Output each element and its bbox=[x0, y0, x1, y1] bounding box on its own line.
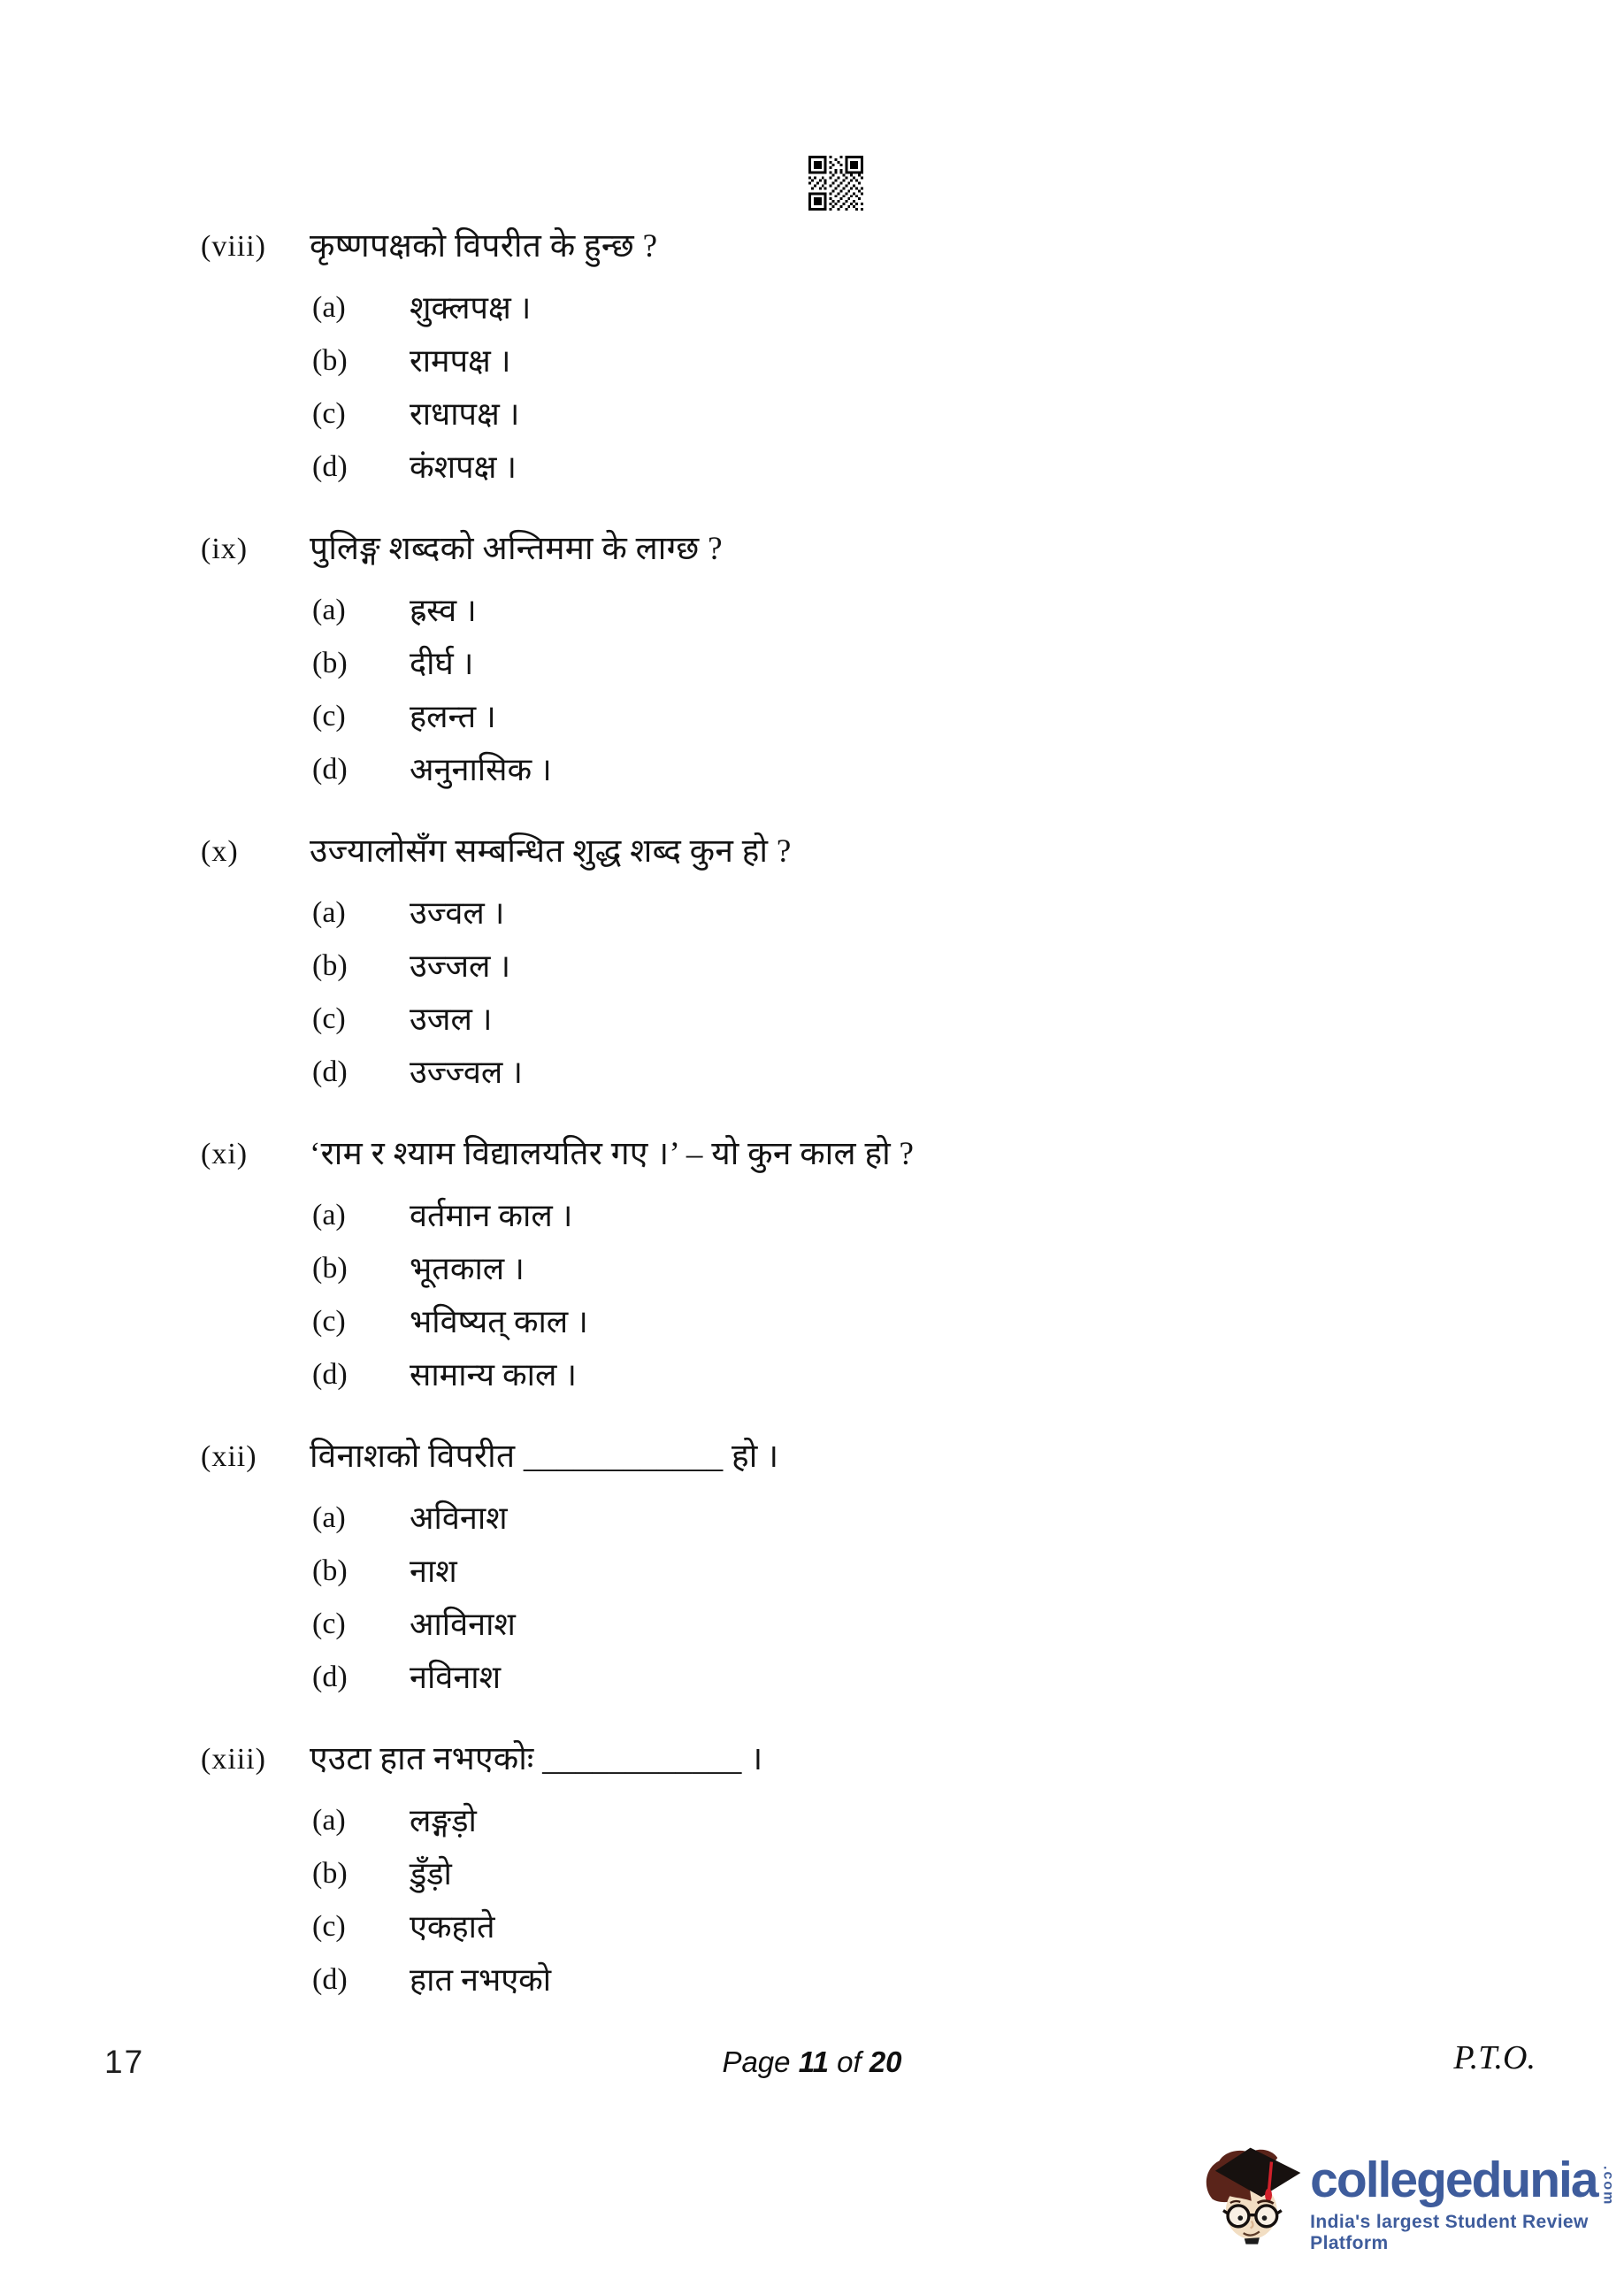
option-text: उजल । bbox=[410, 1001, 493, 1037]
question-number: (ix) bbox=[201, 533, 249, 565]
question-text: पुलिङ्ग शब्दको अन्तिममा के लाग्छ ? bbox=[310, 531, 723, 567]
option-letter: (c) bbox=[312, 1608, 346, 1640]
option-row bbox=[0, 1193, 1624, 1247]
question-line bbox=[0, 526, 1624, 581]
option-letter: (b) bbox=[312, 1252, 348, 1285]
question-ix bbox=[0, 526, 1624, 801]
qr-code bbox=[807, 156, 865, 211]
option-letter: (a) bbox=[312, 1804, 346, 1837]
option-row bbox=[0, 286, 1624, 339]
option-text: वर्तमान काल । bbox=[410, 1198, 573, 1233]
option-letter: (d) bbox=[312, 1358, 348, 1391]
option-text: अनुनासिक । bbox=[410, 752, 552, 787]
option-text: हात नभएको bbox=[410, 1962, 552, 1998]
option-row bbox=[0, 694, 1624, 748]
option-text: कंशपक्ष । bbox=[410, 449, 517, 485]
total-pages: 20 bbox=[869, 2045, 902, 2078]
question-text: कृष्णपक्षको विपरीत के हुन्छ ? bbox=[310, 228, 658, 265]
question-number: (xiii) bbox=[201, 1743, 266, 1776]
option-letter: (b) bbox=[312, 1554, 348, 1587]
question-text: ‘राम र श्याम विद्यालयतिर गए ।’ – यो कुन काल हो ? bbox=[310, 1136, 915, 1172]
option-text: शुक्लपक्ष । bbox=[410, 290, 532, 326]
option-text: लङ्गड़ो bbox=[410, 1803, 477, 1838]
option-row bbox=[0, 445, 1624, 498]
option-row bbox=[0, 339, 1624, 392]
logo-text-block bbox=[1310, 2152, 1624, 2254]
brand-tagline: India's largest Student Review Platform bbox=[1310, 2212, 1589, 2254]
question-line bbox=[0, 1132, 1624, 1186]
option-letter: (b) bbox=[312, 344, 348, 377]
question-number: (xi) bbox=[201, 1138, 249, 1170]
collegedunia-logo bbox=[1201, 2129, 1624, 2261]
option-text: हलन्त । bbox=[410, 699, 496, 734]
option-text: दीर्घ । bbox=[410, 646, 474, 681]
option-row bbox=[0, 588, 1624, 641]
option-letter: (b) bbox=[312, 949, 348, 982]
question-viii bbox=[0, 224, 1624, 498]
graduate-mascot-icon bbox=[1201, 2129, 1306, 2261]
option-letter: (c) bbox=[312, 700, 346, 733]
option-row bbox=[0, 1852, 1624, 1905]
question-xi bbox=[0, 1132, 1624, 1406]
question-text: उज्यालोसँग सम्बन्धित शुद्ध शब्द कुन हो ? bbox=[310, 833, 792, 870]
option-letter: (a) bbox=[312, 1501, 346, 1534]
option-text: डुँड़ो bbox=[410, 1856, 452, 1891]
option-row bbox=[0, 1247, 1624, 1300]
page-indicator bbox=[0, 2045, 1624, 2079]
option-row bbox=[0, 1353, 1624, 1406]
question-number: (x) bbox=[201, 835, 239, 868]
option-letter: (c) bbox=[312, 1002, 346, 1035]
option-row bbox=[0, 997, 1624, 1050]
pto-label: P.T.O. bbox=[1453, 2039, 1536, 2076]
option-letter: (b) bbox=[312, 647, 348, 679]
question-line bbox=[0, 1737, 1624, 1792]
option-letter: (a) bbox=[312, 896, 346, 929]
question-number: (viii) bbox=[201, 230, 266, 263]
option-text: भूतकाल । bbox=[410, 1251, 525, 1286]
of-word: of bbox=[837, 2045, 862, 2078]
brand-tld: .com bbox=[1600, 2166, 1616, 2206]
option-row bbox=[0, 891, 1624, 944]
option-text: एकहाते bbox=[410, 1909, 495, 1945]
option-text: नविनाश bbox=[410, 1660, 502, 1695]
option-letter: (d) bbox=[312, 1055, 348, 1088]
question-text: विनाशको विपरीत ____________ हो । bbox=[310, 1439, 779, 1475]
question-list bbox=[0, 224, 1624, 2039]
brand-name: collegedunia bbox=[1310, 2152, 1597, 2208]
question-x bbox=[0, 829, 1624, 1103]
option-row bbox=[0, 1549, 1624, 1602]
option-text: सामान्य काल । bbox=[410, 1357, 578, 1393]
option-letter: (d) bbox=[312, 1963, 348, 1996]
option-row bbox=[0, 1496, 1624, 1549]
question-line bbox=[0, 1434, 1624, 1489]
option-row bbox=[0, 392, 1624, 445]
option-row bbox=[0, 1655, 1624, 1708]
question-number: (xii) bbox=[201, 1440, 257, 1473]
option-row bbox=[0, 944, 1624, 997]
option-row bbox=[0, 1799, 1624, 1852]
option-letter: (c) bbox=[312, 1910, 346, 1943]
question-xiii bbox=[0, 1737, 1624, 2011]
option-row bbox=[0, 1300, 1624, 1353]
option-text: नाश bbox=[410, 1554, 457, 1589]
option-letter: (d) bbox=[312, 753, 348, 786]
option-row bbox=[0, 1050, 1624, 1103]
question-xii bbox=[0, 1434, 1624, 1708]
option-text: आविनाश bbox=[410, 1607, 516, 1642]
option-letter: (a) bbox=[312, 1199, 346, 1232]
option-letter: (d) bbox=[312, 1661, 348, 1693]
option-row bbox=[0, 748, 1624, 801]
option-row bbox=[0, 641, 1624, 694]
option-letter: (a) bbox=[312, 594, 346, 626]
option-letter: (c) bbox=[312, 397, 346, 430]
option-letter: (d) bbox=[312, 450, 348, 483]
option-text: उज्वल । bbox=[410, 895, 505, 931]
page-number: 11 bbox=[798, 2045, 829, 2078]
option-text: रामपक्ष । bbox=[410, 343, 511, 379]
option-text: उज्जल । bbox=[410, 948, 511, 984]
option-text: ह्रस्व । bbox=[410, 593, 477, 628]
question-line bbox=[0, 224, 1624, 279]
question-text: एउटा हात नभएकोः ____________ । bbox=[310, 1741, 763, 1777]
option-row bbox=[0, 1958, 1624, 2011]
option-letter: (a) bbox=[312, 291, 346, 324]
option-text: राधापक्ष । bbox=[410, 396, 520, 432]
page-word: Page bbox=[722, 2045, 791, 2078]
option-row bbox=[0, 1602, 1624, 1655]
option-letter: (c) bbox=[312, 1305, 346, 1338]
exam-set-number: 17 bbox=[104, 2044, 145, 2080]
option-letter: (b) bbox=[312, 1857, 348, 1890]
option-text: अविनाश bbox=[410, 1500, 508, 1536]
option-row bbox=[0, 1905, 1624, 1958]
option-text: उज्ज्वल । bbox=[410, 1055, 523, 1090]
option-text: भविष्यत् काल । bbox=[410, 1304, 588, 1339]
question-line bbox=[0, 829, 1624, 884]
